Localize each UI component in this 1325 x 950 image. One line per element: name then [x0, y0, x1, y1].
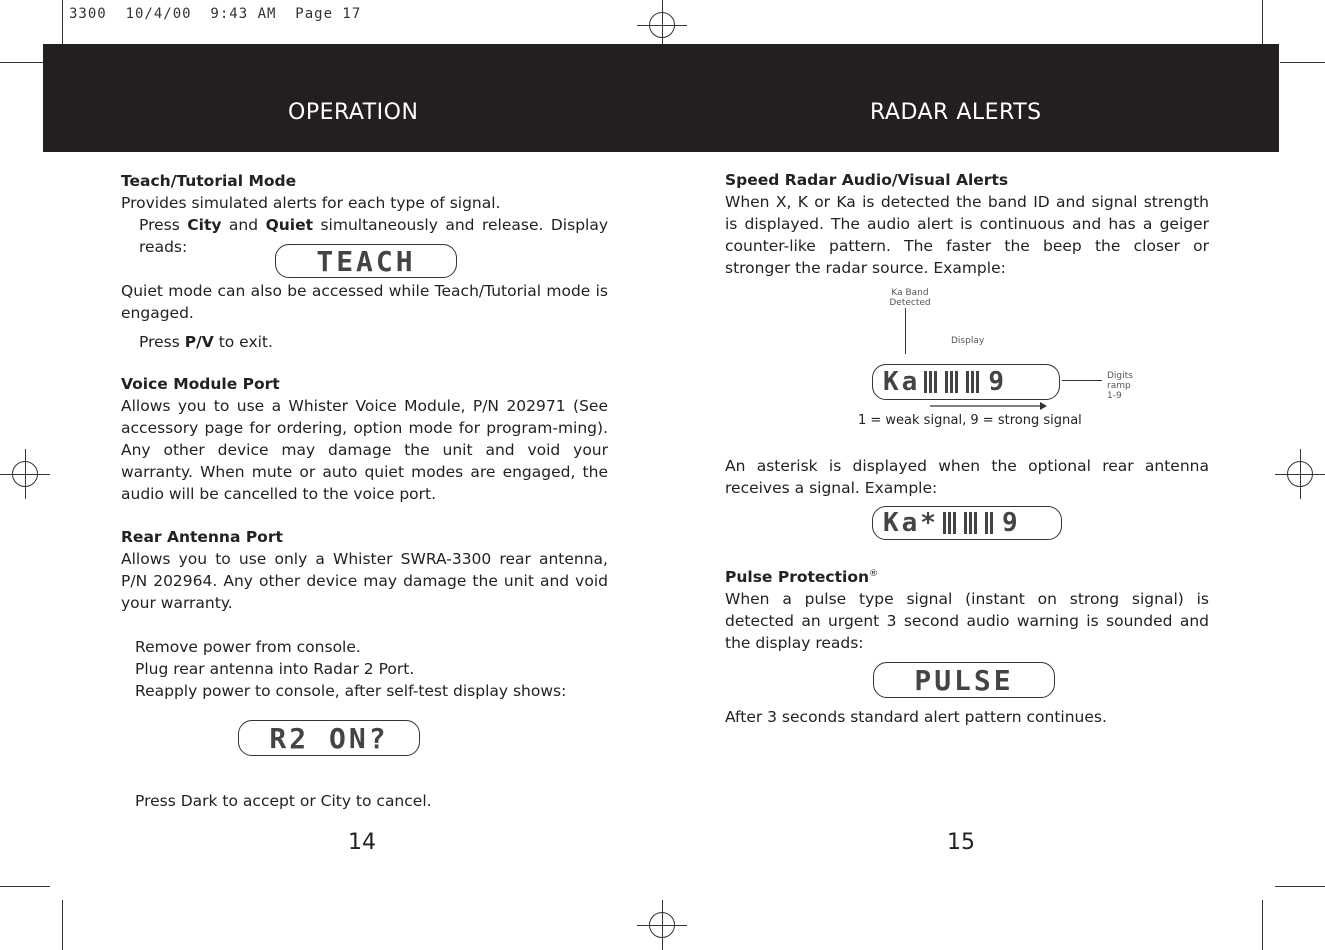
- digits-label: Digits ramp 1-9: [1107, 371, 1133, 401]
- teach-heading: Teach/Tutorial Mode: [121, 172, 297, 190]
- rear-cancel: Press Dark to accept or City to cancel.: [135, 792, 432, 810]
- ka-asterisk-display: [872, 506, 1062, 540]
- rear-step-2: Plug rear antenna into Radar 2 Port.: [135, 660, 415, 678]
- rear-step-1: Remove power from console.: [135, 638, 361, 656]
- crop-mark: [1275, 886, 1325, 887]
- registration-mark: [637, 900, 687, 950]
- registration-mark: [0, 449, 50, 499]
- teach-instruction: Press City and Quiet simultaneously and release. Display reads:: [139, 216, 609, 256]
- strength-digit: 9: [1001, 508, 1021, 538]
- display-label: Display: [951, 336, 985, 346]
- crop-mark: [1262, 900, 1263, 950]
- r2-on-display: R2 ON?: [238, 720, 420, 756]
- header-band: [43, 44, 1279, 152]
- crop-mark: [0, 886, 50, 887]
- registration-mark: [1275, 449, 1325, 499]
- voice-heading: Voice Module Port: [121, 375, 280, 393]
- city-key: City: [187, 216, 222, 234]
- quiet-key: Quiet: [265, 216, 314, 234]
- registered-mark: ®: [869, 569, 879, 579]
- strength-digit: 9: [988, 367, 1007, 397]
- printer-slug: 3300 10/4/00 9:43 AM Page 17: [69, 6, 362, 22]
- voice-body: Allows you to use a Whister Voice Module, P/N 202971 (See accessory page for ordering, option mode for program-ming). Any other device may damage the unit and void your warranty. When mute or auto quiet modes are engaged, the audio will be cancelled to the voice port.: [121, 397, 608, 503]
- pulse-after: After 3 seconds standard alert pattern continues.: [725, 708, 1107, 726]
- right-column: [725, 169, 1209, 279]
- quiet-note: Quiet mode can also be accessed while Teach/Tutorial mode is engaged.: [121, 282, 608, 322]
- speed-heading: Speed Radar Audio/Visual Alerts: [725, 171, 1009, 189]
- crop-mark: [1262, 0, 1263, 45]
- crop-mark: [62, 900, 63, 950]
- teach-line1: Provides simulated alerts for each type of signal.: [121, 194, 501, 212]
- page-number-left: 14: [348, 830, 376, 855]
- ka-signal-display: [872, 364, 1060, 400]
- asterisk-body: An asterisk is displayed when the optional rear antenna receives a signal. Example:: [725, 457, 1209, 497]
- registration-mark: [637, 0, 687, 50]
- rear-heading: Rear Antenna Port: [121, 528, 283, 546]
- speed-body: When X, K or Ka is detected the band ID and signal strength is displayed. The audio alert is continuous and has a geiger counter-like pattern. The faster the beep the closer or stronger the radar source. Example:: [725, 193, 1209, 277]
- pulse-section: [725, 563, 1209, 654]
- page-number-right: 15: [947, 830, 975, 855]
- asterisk-section: [725, 455, 1209, 499]
- rear-step-3: Reapply power to console, after self-test display shows:: [135, 682, 567, 700]
- pulse-body: When a pulse type signal (instant on strong signal) is detected an urgent 3 second audio warning is sounded and the display reads:: [725, 590, 1209, 653]
- ka-band-leader: [905, 308, 906, 354]
- crop-mark: [0, 62, 45, 63]
- digits-leader: [1062, 380, 1102, 381]
- teach-display: TEACH: [275, 244, 457, 278]
- pv-key: P/V: [184, 333, 214, 351]
- pulse-heading: Pulse Protection®: [725, 568, 879, 587]
- signal-caption: 1 = weak signal, 9 = strong signal: [858, 413, 1082, 428]
- rear-body: Allows you to use only a Whister SWRA-3300 rear antenna, P/N 202964. Any other device may damage the unit and void your warranty.: [121, 550, 608, 612]
- band-text: Ka: [883, 367, 921, 397]
- ka-band-label: Ka Band Detected: [889, 288, 931, 308]
- ramp-arrow: [928, 400, 1048, 412]
- signal-bars: [943, 512, 998, 534]
- crop-mark: [1280, 62, 1325, 63]
- pulse-display: PULSE: [873, 662, 1055, 698]
- signal-bars: [924, 371, 984, 393]
- right-page-title: RADAR ALERTS: [870, 100, 1042, 125]
- left-page-title: OPERATION: [288, 100, 419, 125]
- exit-instruction: Press P/V to exit.: [139, 333, 273, 351]
- band-asterisk-text: Ka*: [883, 508, 939, 538]
- crop-mark: [62, 0, 63, 45]
